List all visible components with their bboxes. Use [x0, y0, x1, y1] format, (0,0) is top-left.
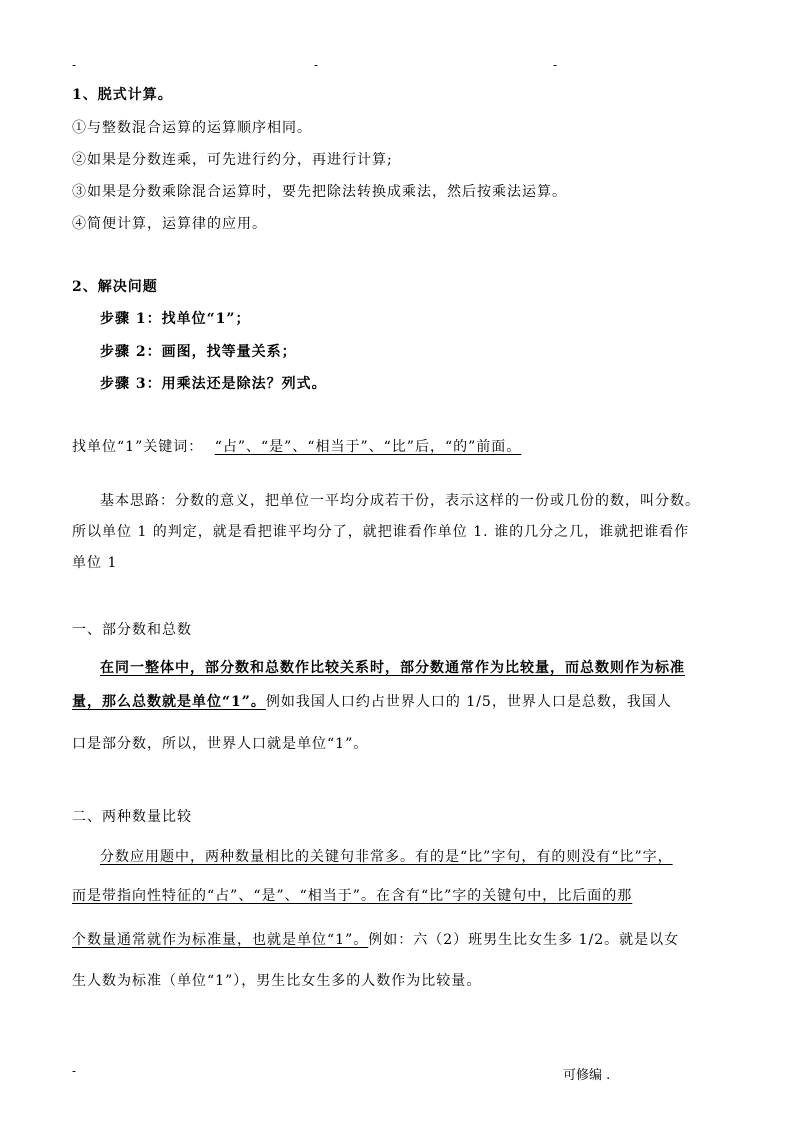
section2-title: 2、解决问题 — [72, 279, 158, 295]
basic-idea-line-2: 所以单位 1 的判定，就是看把谁平均分了，就把谁看作单位 1. 谁的几分之几，谁就把谁看作 — [72, 524, 690, 540]
part-two-line-1: 分数应用题中，两种数量相比的关键句非常多。有的是“比”字句，有的则没有“比”字， — [100, 849, 673, 865]
footer-text: 可修编 . — [563, 1068, 611, 1083]
section1-item-3: ③如果是分数乘除混合运算时，要先把除法转换成乘法，然后按乘法运算。 — [72, 184, 567, 200]
part-two-heading: 二、两种数量比较 — [72, 809, 192, 825]
keywords-value: “占”、“是”、“相当于”、“比”后，“的”前面。 — [214, 439, 522, 455]
section1-item-1: ①与整数混合运算的运算顺序相同。 — [72, 120, 312, 136]
section1-item-4: ④简便计算，运算律的应用。 — [72, 216, 267, 232]
part-one-line-3: 口是部分数，所以，世界人口就是单位“1”。 — [72, 736, 369, 752]
basic-idea-line-3: 单位 1 — [72, 555, 118, 571]
section1-item-2: ②如果是分数连乘，可先进行约分，再进行计算; — [72, 152, 393, 168]
header-mark-left: - — [72, 58, 77, 72]
header-mark-mid: - — [314, 58, 319, 72]
part-one-heading: 一、部分数和总数 — [72, 622, 192, 638]
keywords-label: 找单位“1”关键词： — [72, 439, 204, 455]
step-2: 步骤 2：画图，找等量关系； — [100, 344, 297, 360]
part-one-line-2 — [72, 691, 672, 711]
basic-idea-line-1: 基本思路：分数的意义，把单位一平均分成若干份，表示这样的一份或几份的数，叫分数。 — [100, 493, 700, 509]
section1-title: 1、脱式计算。 — [72, 87, 173, 103]
keywords-line — [72, 436, 521, 456]
footer-mark-left: - — [72, 1064, 77, 1078]
part-two-line-3-rest: 例如：六（2）班男生比女生多 1/2。就是以女 — [368, 932, 680, 948]
part-one-line-1: 在同一整体中，部分数和总数作比较关系时，部分数通常作为比较量，而总数则作为标准 — [100, 660, 685, 676]
part-two-line-3 — [72, 929, 679, 949]
part-two-line-2: 而是带指向性特征的“占”、“是”、“相当于”。在含有“比”字的关键句中，比后面的那 — [72, 888, 633, 904]
step-3: 步骤 3：用乘法还是除法？列式。 — [100, 376, 327, 392]
header-mark-right: - — [553, 58, 558, 72]
step-1: 步骤 1：找单位“1”； — [100, 311, 251, 327]
part-one-line-2-rest: 例如我国人口约占世界人口的 1/5，世界人口是总数，我国人 — [265, 694, 672, 710]
part-two-line-3-ul: 个数量通常就作为标准量，也就是单位“1”。 — [72, 932, 369, 948]
part-one-line-2-bold: 量，那么总数就是单位“1”。 — [72, 694, 266, 710]
part-two-line-4: 生人数为标准（单位“1”），男生比女生多的人数作为比较量。 — [72, 973, 482, 989]
